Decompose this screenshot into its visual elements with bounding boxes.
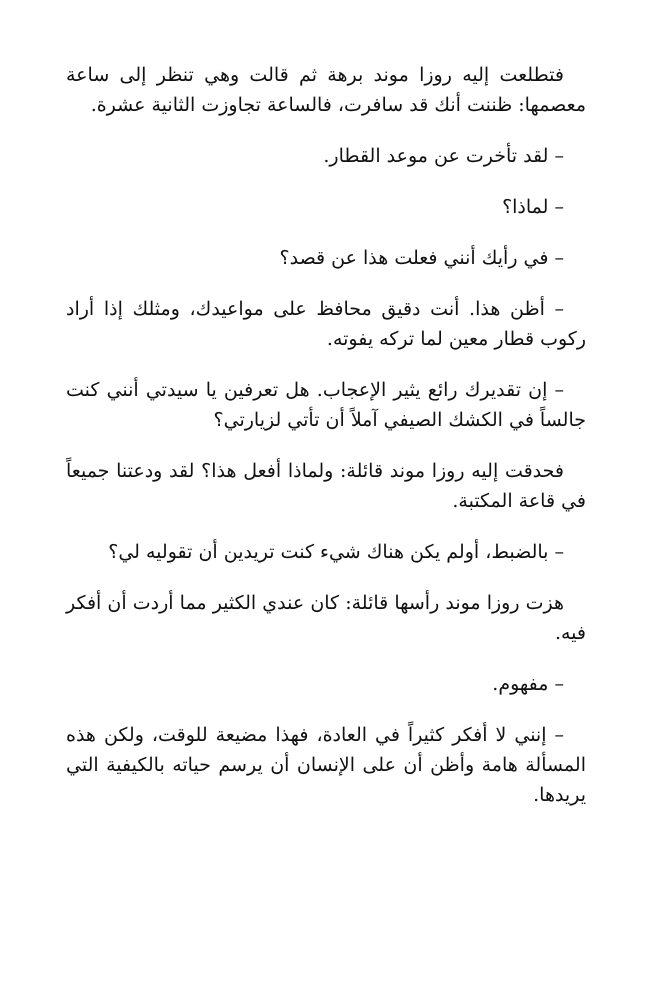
paragraph-6: – إن تقديرك رائع يثير الإعجاب. هل تعرفين يا سيدتي أنني كنت جالساً في الكشك الصيفي آملاً أن تأتي لزيارتي؟ <box>66 379 586 431</box>
paragraph-4: – في رأيك أنني فعلت هذا عن قصد؟ <box>279 247 564 269</box>
book-page <box>66 60 586 810</box>
paragraph-5: – أظن هذا. أنت دقيق محافظ على مواعيدك، ومثلك إذا أراد ركوب قطار معين لما تركه يفوته. <box>66 298 586 350</box>
paragraph-7: فحدقت إليه روزا موند قائلة: ولماذا أفعل هذا؟ لقد ودعتنا جميعاً في قاعة المكتبة. <box>66 460 586 512</box>
paragraph-10: – مفهوم. <box>492 673 564 695</box>
paragraph-11: – إنني لا أفكر كثيراً في العادة، فهذا مضيعة للوقت، ولكن هذه المسألة هامة وأظن أن على الإنسان أن يرسم حياته بالكيفية التي يريدها. <box>66 724 586 806</box>
paragraph-3: – لماذا؟ <box>502 196 564 218</box>
paragraph-2: – لقد تأخرت عن موعد القطار. <box>323 145 564 167</box>
paragraph-9: هزت روزا موند رأسها قائلة: كان عندي الكثير مما أردت أن أفكر فيه. <box>66 592 586 644</box>
paragraph-1: فتطلعت إليه روزا موند برهة ثم قالت وهي تنظر إلى ساعة معصمها: ظننت أنك قد سافرت، فالساعة تجاوزت الثانية عشرة. <box>66 64 586 116</box>
paragraph-8: – بالضبط، أولم يكن هناك شيء كنت تريدين أن تقوليه لي؟ <box>108 541 564 563</box>
